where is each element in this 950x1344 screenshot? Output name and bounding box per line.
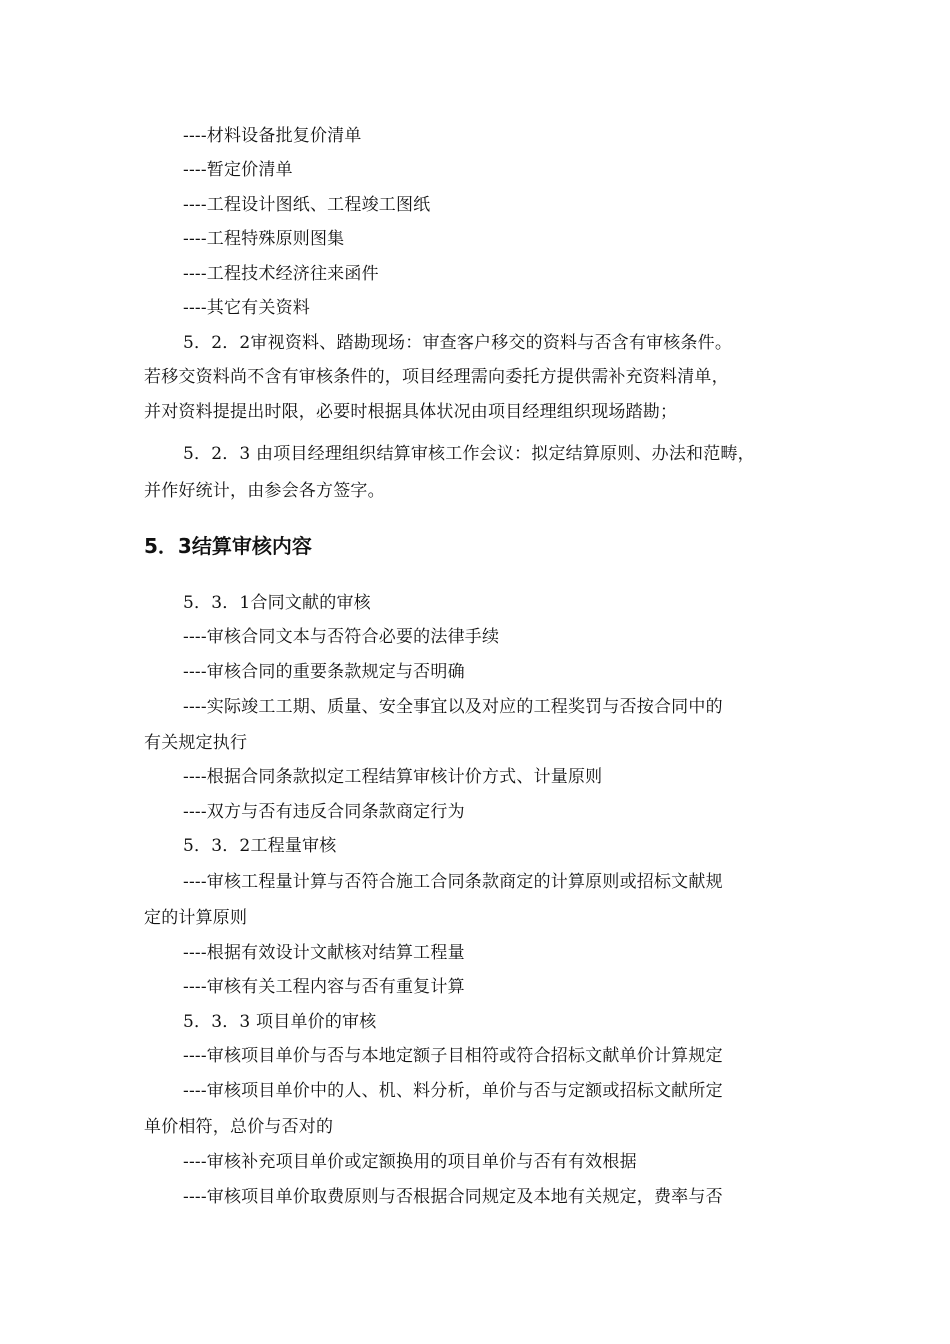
paragraph-line: 并作好统计，由参会各方签字。 bbox=[144, 481, 385, 501]
subsection-title: 5．3．2工程量审核 bbox=[183, 836, 337, 856]
list-item: ----实际竣工工期、质量、安全事宜以及对应的工程奖罚与否按合同中的 bbox=[183, 697, 723, 717]
list-item: ----工程设计图纸、工程竣工图纸 bbox=[183, 195, 431, 215]
list-item: ----审核项目单价中的人、机、料分析，单价与否与定额或招标文献所定 bbox=[183, 1081, 723, 1101]
list-item: ----根据合同条款拟定工程结算审核计价方式、计量原则 bbox=[183, 767, 603, 787]
paragraph-line: 5．2．3 由项目经理组织结算审核工作会议：拟定结算原则、办法和范畴， bbox=[183, 444, 755, 464]
list-item-continuation: 定的计算原则 bbox=[144, 908, 248, 928]
list-item: ----材料设备批复价清单 bbox=[183, 126, 362, 146]
list-item: ----审核补充项目单价或定额换用的项目单价与否有有效根据 bbox=[183, 1152, 637, 1172]
list-item: ----审核有关工程内容与否有重复计算 bbox=[183, 977, 465, 997]
list-item: ----双方与否有违反合同条款商定行为 bbox=[183, 802, 465, 822]
list-item: ----审核工程量计算与否符合施工合同条款商定的计算原则或招标文献规 bbox=[183, 872, 723, 892]
list-item-continuation: 有关规定执行 bbox=[144, 733, 248, 753]
list-item: ----审核项目单价与否与本地定额子目相符或符合招标文献单价计算规定 bbox=[183, 1046, 723, 1066]
list-item: ----审核合同的重要条款规定与否明确 bbox=[183, 662, 465, 682]
list-item: ----根据有效设计文献核对结算工程量 bbox=[183, 943, 465, 963]
section-heading: 5．3结算审核内容 bbox=[144, 534, 312, 558]
list-item-continuation: 单价相符，总价与否对的 bbox=[144, 1117, 334, 1137]
paragraph-line: 若移交资料尚不含有审核条件的，项目经理需向委托方提供需补充资料清单， bbox=[144, 367, 729, 387]
list-item: ----审核项目单价取费原则与否根据合同规定及本地有关规定，费率与否 bbox=[183, 1187, 723, 1207]
list-item: ----暂定价清单 bbox=[183, 160, 293, 180]
paragraph-line: 5．2．2审视资料、踏勘现场：审查客户移交的资料与否含有审核条件。 bbox=[183, 333, 733, 353]
subsection-title: 5．3．3 项目单价的审核 bbox=[183, 1012, 377, 1032]
subsection-title: 5．3．1合同文献的审核 bbox=[183, 593, 371, 613]
list-item: ----工程技术经济往来函件 bbox=[183, 264, 379, 284]
list-item: ----工程特殊原则图集 bbox=[183, 229, 345, 249]
paragraph-line: 并对资料提提出时限，必要时根据具体状况由项目经理组织现场踏勘； bbox=[144, 402, 678, 422]
list-item: ----其它有关资料 bbox=[183, 298, 310, 318]
list-item: ----审核合同文本与否符合必要的法律手续 bbox=[183, 627, 500, 647]
